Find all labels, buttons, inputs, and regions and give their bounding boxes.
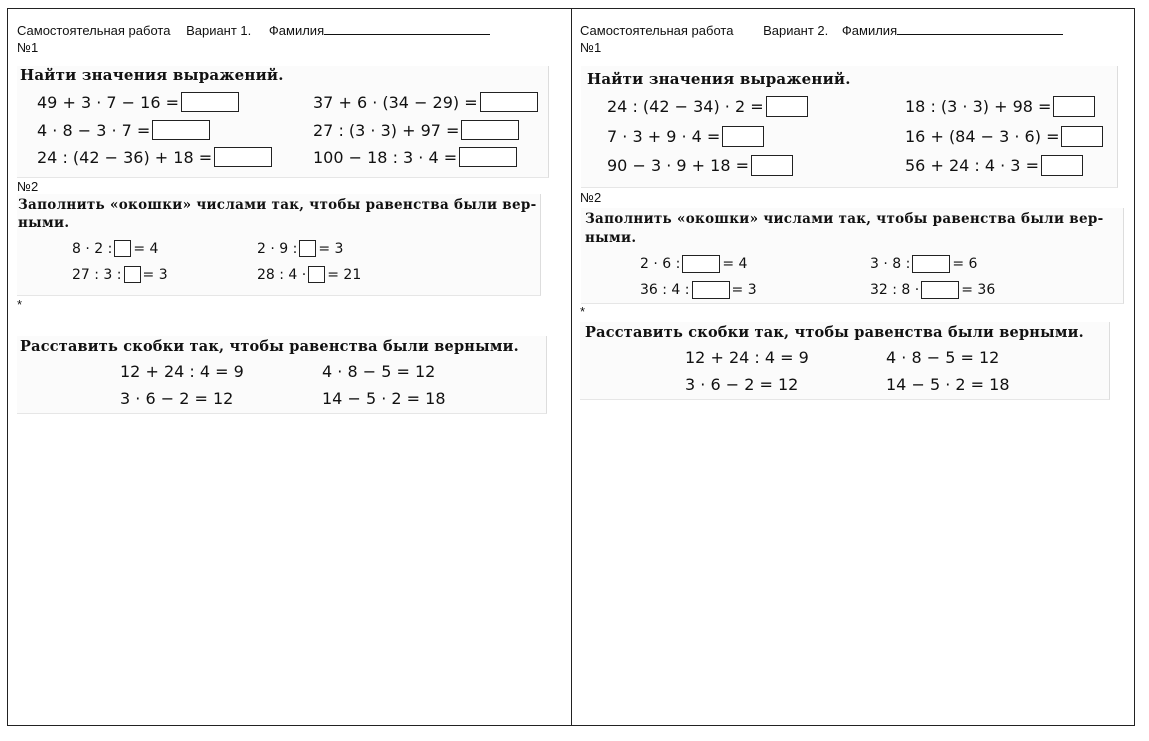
- answer-box[interactable]: [1041, 155, 1083, 176]
- equation-left: 36 : 4 :: [640, 282, 690, 298]
- task1-expression: [905, 126, 1105, 147]
- task1-expression: [37, 147, 272, 167]
- surname-label: Фамилия: [268, 23, 325, 38]
- answer-box[interactable]: [152, 120, 210, 140]
- equation-right: = 4: [133, 240, 159, 257]
- answer-box[interactable]: [722, 126, 764, 147]
- answer-box[interactable]: [1053, 96, 1095, 117]
- expression-text: 18 : (3 · 3) + 98 =: [905, 97, 1052, 116]
- answer-box[interactable]: [751, 155, 793, 176]
- task2-instruction-cont: ными.: [18, 215, 70, 231]
- answer-box[interactable]: [181, 92, 239, 112]
- task1-expression: [607, 155, 795, 176]
- variant-label: Вариант 2.: [763, 23, 829, 38]
- task1-expression: [905, 155, 1085, 176]
- task3-equation: 14 − 5 · 2 = 18: [886, 375, 1010, 394]
- surname-label: Фамилия: [841, 23, 898, 38]
- task2-instruction: Заполнить «окошки» числами так, чтобы равенства были вер-: [585, 211, 1104, 227]
- expression-text: 37 + 6 · (34 − 29) =: [313, 92, 478, 112]
- equation-right: = 3: [318, 240, 344, 257]
- window-box[interactable]: [299, 240, 316, 257]
- task2-label: №2: [580, 190, 602, 205]
- task1-title: Найти значения выражений.: [20, 66, 284, 84]
- task1-expression: [313, 120, 519, 140]
- answer-box[interactable]: [461, 120, 519, 140]
- task2-label: №2: [17, 179, 39, 194]
- window-box[interactable]: [921, 281, 959, 299]
- equation-left: 8 · 2 :: [72, 240, 113, 257]
- task3-equation: 12 + 24 : 4 = 9: [120, 362, 244, 381]
- variant-label: Вариант 1.: [186, 23, 252, 38]
- expression-text: 100 − 18 : 3 · 4 =: [313, 147, 458, 167]
- equation-left: 2 · 9 :: [257, 240, 298, 257]
- task2-equation: [257, 266, 361, 283]
- expression-text: 24 : (42 − 36) + 18 =: [37, 147, 213, 167]
- surname-field[interactable]: [324, 22, 490, 35]
- expression-text: 7 · 3 + 9 · 4 =: [607, 127, 721, 146]
- window-box[interactable]: [682, 255, 720, 273]
- task2-instruction-cont: ными.: [585, 230, 637, 246]
- task1-label: №1: [580, 40, 602, 55]
- window-box[interactable]: [912, 255, 950, 273]
- task3-label: *: [580, 304, 586, 319]
- task3-equation: 3 · 6 − 2 = 12: [120, 389, 234, 408]
- window-box[interactable]: [114, 240, 131, 257]
- task3-equation: 12 + 24 : 4 = 9: [685, 348, 809, 367]
- equation-right: = 3: [731, 282, 757, 298]
- variant-2-header: [580, 22, 1073, 38]
- expression-text: 4 · 8 − 3 · 7 =: [37, 120, 151, 140]
- task1-expression: [313, 92, 538, 112]
- task1-label: №1: [17, 40, 39, 55]
- equation-left: 27 : 3 :: [72, 266, 122, 283]
- equation-left: 32 : 8 ·: [870, 282, 920, 298]
- expression-text: 90 − 3 · 9 + 18 =: [607, 156, 749, 175]
- answer-box[interactable]: [480, 92, 538, 112]
- answer-box[interactable]: [459, 147, 517, 167]
- window-box[interactable]: [124, 266, 141, 283]
- task1-expression: [607, 126, 766, 147]
- task3-equation: 4 · 8 − 5 = 12: [322, 362, 436, 381]
- task3-title: Расставить скобки так, чтобы равенства были верными.: [585, 324, 1084, 341]
- task1-title: Найти значения выражений.: [587, 70, 851, 88]
- expression-text: 49 + 3 · 7 − 16 =: [37, 92, 179, 112]
- task1-expression: [905, 96, 1097, 117]
- equation-right: = 3: [142, 266, 168, 283]
- task2-instruction: Заполнить «окошки» числами так, чтобы равенства были вер-: [18, 197, 537, 213]
- equation-left: 3 · 8 :: [870, 256, 911, 272]
- equation-right: = 36: [961, 282, 996, 298]
- equation-left: 2 · 6 :: [640, 256, 681, 272]
- column-divider: [571, 8, 572, 726]
- window-box[interactable]: [308, 266, 325, 283]
- task1-expression: [37, 92, 239, 112]
- variant-1-header: [17, 22, 500, 38]
- expression-text: 56 + 24 : 4 · 3 =: [905, 156, 1039, 175]
- expression-text: 27 : (3 · 3) + 97 =: [313, 120, 460, 140]
- task2-equation: [640, 255, 747, 273]
- task2-equation: [257, 240, 343, 257]
- work-title: Самостоятельная работа: [17, 23, 171, 38]
- equation-right: = 21: [327, 266, 362, 283]
- work-title: Самостоятельная работа: [580, 23, 734, 38]
- task3-equation: 4 · 8 − 5 = 12: [886, 348, 1000, 367]
- task2-equation: [870, 255, 977, 273]
- task1-expression: [37, 120, 210, 140]
- task2-equation: [640, 281, 757, 299]
- task2-equation: [870, 281, 995, 299]
- task3-label: *: [17, 297, 23, 312]
- expression-text: 24 : (42 − 34) · 2 =: [607, 97, 764, 116]
- task1-expression: [607, 96, 810, 117]
- equation-right: = 6: [952, 256, 978, 272]
- task3-title: Расставить скобки так, чтобы равенства были верными.: [20, 338, 519, 355]
- expression-text: 16 + (84 − 3 · 6) =: [905, 127, 1060, 146]
- surname-field[interactable]: [897, 22, 1063, 35]
- task3-equation: 3 · 6 − 2 = 12: [685, 375, 799, 394]
- window-box[interactable]: [692, 281, 730, 299]
- task1-expression: [313, 147, 517, 167]
- answer-box[interactable]: [1061, 126, 1103, 147]
- equation-right: = 4: [722, 256, 748, 272]
- task3-equation: 14 − 5 · 2 = 18: [322, 389, 446, 408]
- answer-box[interactable]: [214, 147, 272, 167]
- task2-equation: [72, 240, 158, 257]
- task2-equation: [72, 266, 168, 283]
- answer-box[interactable]: [766, 96, 808, 117]
- equation-left: 28 : 4 ·: [257, 266, 307, 283]
